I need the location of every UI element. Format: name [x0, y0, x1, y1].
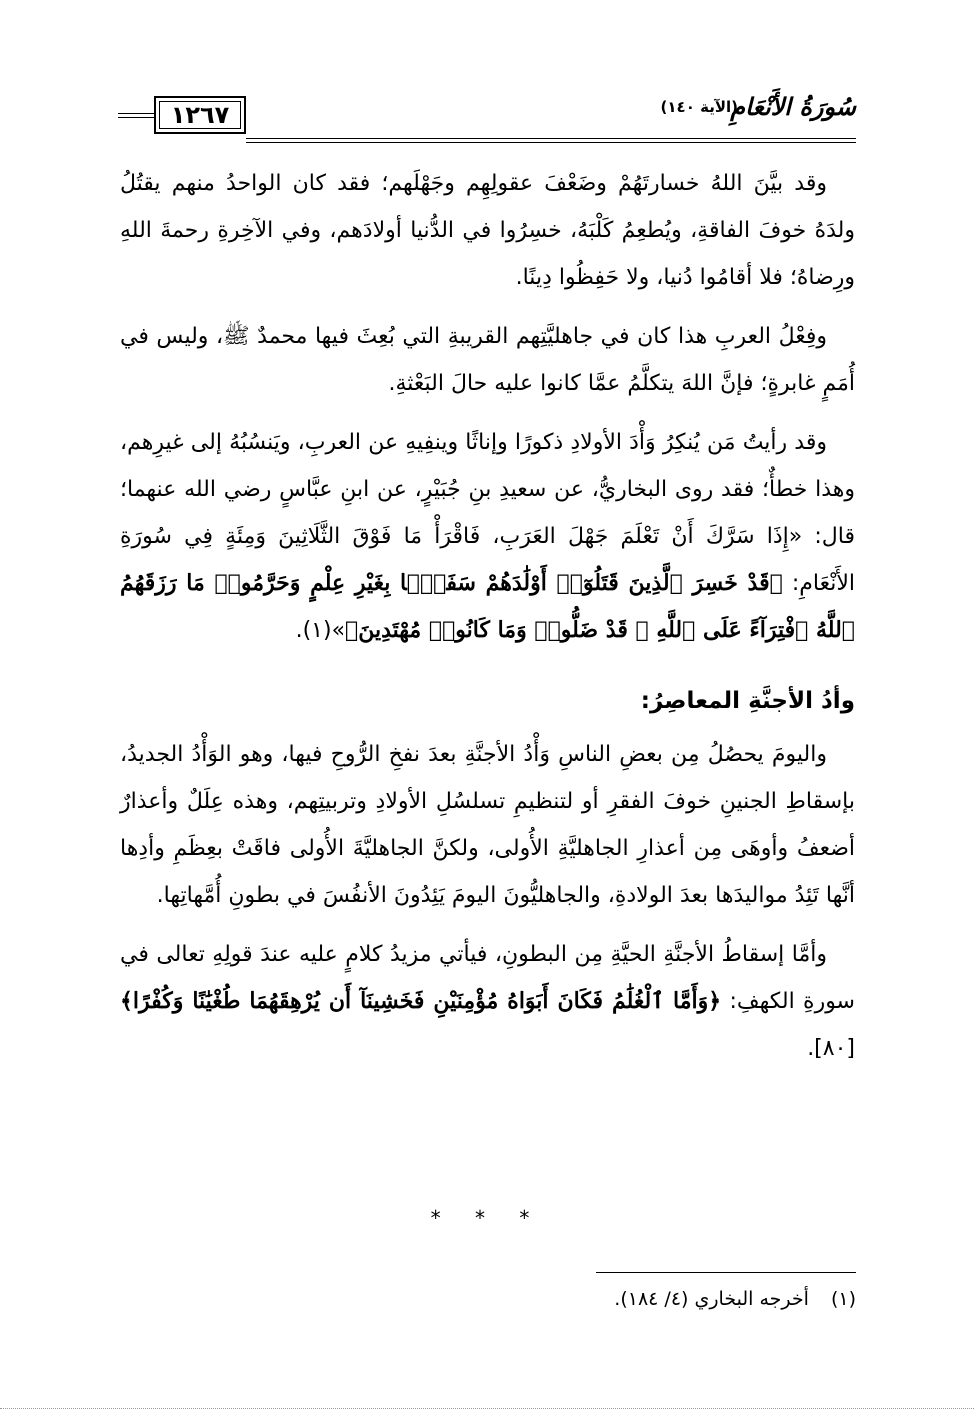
footnote-number: (١)	[830, 1288, 856, 1310]
paragraph-5-text: وأمَّا إسقاطُ الأجنَّةِ الحيَّةِ مِن البطونِ، فيأتي مزيدُ كلامٍ عليه عندَ قولِهِ تعالى في سورةِ الكهفِ:	[120, 942, 855, 1014]
paragraph-2: وفِعْلُ العربِ هذا كان في جاهليَّتِهم القريبةِ التي بُعِثَ فيها محمدٌ ﷺ، وليس في أُمَمٍ غابرةٍ؛ فإنَّ اللهَ يتكلَّمُ عمَّا كانوا عليه حالَ البَعْثةِ.	[120, 324, 855, 396]
surah-title: سُورَةُ الأَنْعَامِ	[730, 92, 856, 121]
decorative-rule	[118, 113, 154, 114]
main-text	[120, 160, 855, 1084]
paragraph-4: واليومَ يحصُلُ مِن بعضِ الناسِ وَأْدُ الأجنَّةِ بعدَ نفخِ الرُّوحِ فيها، وهو الوَأْدُ الجديدُ، بإسقاطِ الجنينِ خوفَ الفقرِ أو لتنظيمِ تسلسُلِ الأولادِ وتربيتِهم، وهذه عِلَلٌ وأعذارٌ أضعفُ وأوهَى مِن أعذارِ الجاهليَّةِ الأُولى، ولكنَّ الجاهليَّةَ الأُولى فاقَتْ بعِظَمِ وأدِها أنَّها تَئِدُ مواليدَها بعدَ الولادةِ، والجاهليُّونَ اليومَ يَئِدُونَ الأنفُسَ في بطونِ أُمَّهاتِها.	[120, 742, 855, 908]
paragraph-1: وقد بيَّنَ اللهُ خسارتَهُمْ وضَعْفَ عقولِهِم وجَهْلَهم؛ فقد كان الواحدُ منهم يقتُلُ ولدَهُ خوفَ الفاقةِ، ويُطعِمُ كَلْبَهُ، خسِرُوا في الدُّنيا أولادَهم، وفي الآخِرةِ رحمةَ اللهِ ورِضاهُ؛ فلا أقامُوا دُنيا، ولا حَفِظُوا دِينًا.	[120, 171, 855, 290]
paragraph-5	[120, 931, 855, 1072]
footnote-rule	[596, 1272, 856, 1273]
decorative-rule	[118, 117, 154, 118]
quran-verse: ﴿وَأَمَّا ٱلْغُلَٰمُ فَكَانَ أَبَوَاهُ مُؤْمِنَيْنِ فَخَشِينَآ أَن يُرْهِقَهُمَا طُغْيَٰنًا وَكُفْرًا﴾	[120, 988, 722, 1014]
section-heading: وأدُ الأجنَّةِ المعاصِرُ:	[640, 688, 855, 714]
header-rule	[246, 142, 856, 143]
paragraph-3	[120, 419, 855, 654]
section-separator: * * *	[430, 1206, 544, 1230]
ayah-reference: (الآية ١٤٠)	[660, 98, 738, 116]
footnote	[614, 1288, 856, 1310]
header-rule	[246, 138, 856, 139]
quran-verse: ﴿قَدْ خَسِرَ ٱلَّذِينَ قَتَلُوٓا۟ أَوْلَٰدَهُمْ سَفَهًۢا بِغَيْرِ عِلْمٍ وَحَرَّمُوا۟ مَا رَزَقَهُمُ ٱللَّهُ ٱفْتِرَآءً عَلَى ٱللَّهِ ۚ قَدْ ضَلُّوا۟ وَمَا كَانُوا۟ مُهْتَدِينَ﴾	[120, 570, 855, 643]
paragraph-3-text: وقد رأيتُ مَن يُنكِرُ وَأْدَ الأولادِ ذكورًا وإناثًا وينفِيهِ عن العربِ، ويَنسُبُهُ إلى غيرِهم، وهذا خطأٌ؛ فقد روى البخاريُّ، عن سعيدِ بنِ جُبَيْرٍ، عن ابنِ عبَّاسٍ رضي الله عنهما؛ قال: «إِذَا سَرَّكَ أَنْ تَعْلَمَ جَهْلَ العَرَبِ، فَاقْرَأْ مَا فَوْقَ الثَّلَاثِينَ وَمِئَةٍ فِي سُورَةِ الأَنْعَامِ:	[120, 430, 855, 596]
page-number: ١٢٦٧	[159, 101, 241, 129]
paragraph-3-end: »(١).	[295, 618, 346, 643]
footnote-text: أخرجه البخاري (٤/ ١٨٤).	[614, 1288, 809, 1310]
page-number-box	[118, 92, 248, 136]
paragraph-5-end: [٨٠].	[807, 1036, 855, 1061]
scan-edge	[0, 1408, 974, 1415]
running-header	[118, 92, 856, 148]
